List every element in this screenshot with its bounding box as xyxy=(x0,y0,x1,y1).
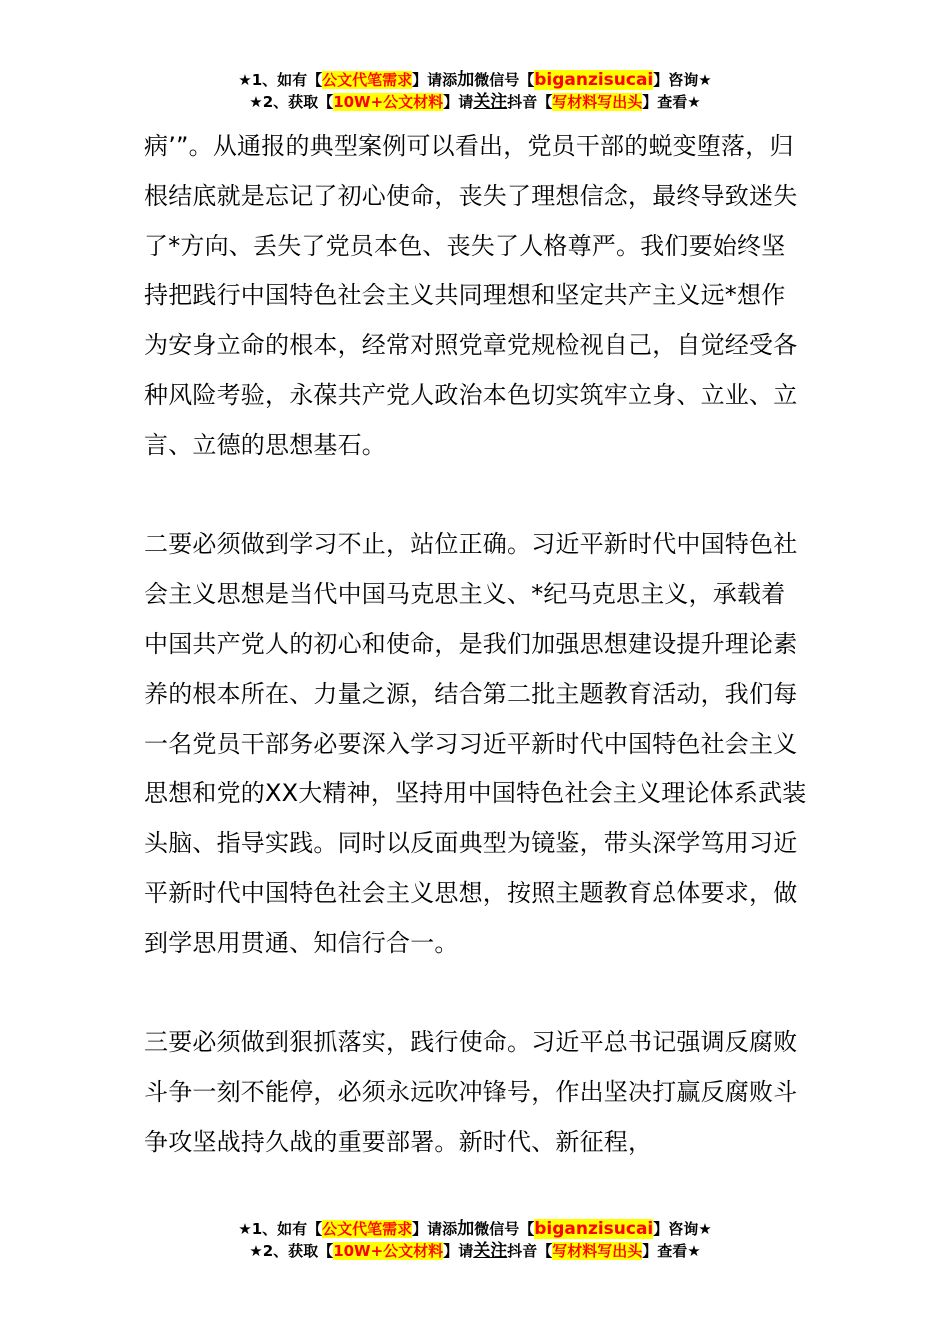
banner-line-1: ★1、如有【公文代笔需求】请添加微信号【biganzisucai】咨询★ xyxy=(238,70,712,90)
banner-line-2: ★2、获取【10W+公文材料】请关注抖音【写材料写出头】查看★ xyxy=(249,92,701,112)
document-body xyxy=(144,122,809,1168)
wechat-id: biganzisucai xyxy=(534,70,654,90)
footer-line-1: ★1、如有【公文代笔需求】请添加微信号【biganzisucai】咨询★ xyxy=(238,1219,712,1239)
paragraph-2: 二要必须做到学习不止，站位正确。习近平新时代中国特色社会主义思想是当代中国马克思主义、*纪马克思主义，承载着中国共产党人的初心和使命，是我们加强思想建设提升理论素养的根本所在、力量之源，结合第二批主题教育活动，我们每一名党员干部务必要深入学习习近平新时代中国特色社会主义思想和党的XX大精神，坚持用中国特色社会主义理论体系武装头脑、指导实践。同时以反面典型为镜鉴，带头深学笃用习近平新时代中国特色社会主义思想，按照主题教育总体要求，做到学思用贯通、知信行合一。 xyxy=(144,530,807,957)
header-banner xyxy=(0,69,950,113)
materials-highlight: 10W+公文材料 xyxy=(333,93,444,111)
paragraph-3: 三要必须做到狠抓落实，践行使命。习近平总书记强调反腐败斗争一刻不能停，必须永远吹冲锋号，作出坚决打赢反腐败斗争攻坚战持久战的重要部署。新时代、新征程， xyxy=(144,1028,798,1156)
footer-banner xyxy=(0,1218,950,1262)
service-highlight: 公文代笔需求 xyxy=(322,71,413,89)
paragraph-1: 病’”。从通报的典型案例可以看出，党员干部的蜕变堕落，归根结底就是忘记了初心使命，丧失了理想信念，最终导致迷失了*方向、丢失了党员本色、丧失了人格尊严。我们要始终坚持把践行中国特色社会主义共同理想和坚定共产主义远*想作为安身立命的根本，经常对照党章党规检视自己，自觉经受各种风险考验，永葆共产党人政治本色切实筑牢立身、立业、立言、立德的思想基石。 xyxy=(144,132,798,459)
douyin-account: 写材料写出头 xyxy=(552,93,643,111)
footer-line-2: ★2、获取【10W+公文材料】请关注抖音【写材料写出头】查看★ xyxy=(249,1241,701,1261)
